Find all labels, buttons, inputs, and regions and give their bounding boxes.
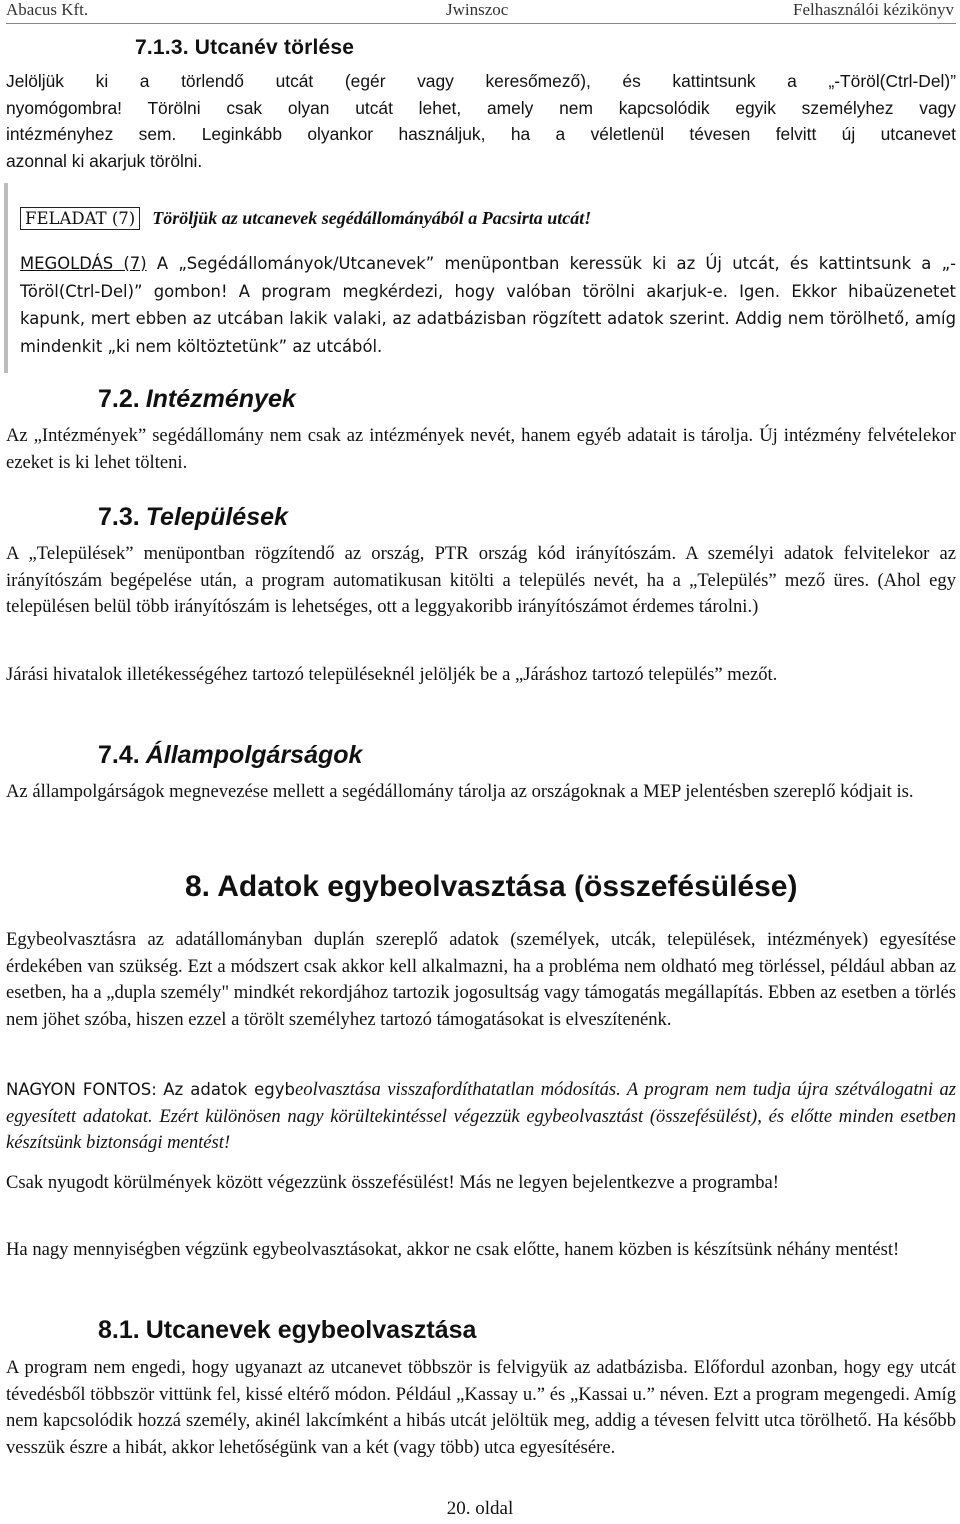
heading-number: 7.4. — [98, 741, 140, 769]
heading-chapter-8: 8. Adatok egybeolvasztása (összefésülése) — [185, 870, 798, 903]
paragraph-text: Az állampolgárságok megnevezése mellett a segédállomány tárolja az országoknak a MEP jelentésben szereplő kódjait is. — [6, 781, 914, 802]
heading-7-1-3: 7.1.3. Utcanév törlése — [135, 36, 355, 59]
paragraph-utcanev-torlese — [6, 68, 956, 174]
heading-title: Állampolgárságok — [145, 741, 363, 769]
heading-title: Intézmények — [145, 385, 296, 413]
paragraph-intezmenyek — [6, 423, 956, 476]
paragraph-text: Járási hivatalok illetékességéhez tartozó településeknél jelöljék be a „Járáshoz tartozó település” mezőt. — [6, 664, 778, 685]
paragraph-telepulesek-1 — [6, 541, 956, 621]
paragraph-text: A „Települések” menüpontban rögzítendő az ország, PTR ország kód irányítószám. A személyi adatok felvitelekor az irányítószám begépelése után, a program automatikusan kitölti a település nevét, ha a „Település” mező üres. (Ahol egy településen belül több irányítószám is lehetséges, ott a leggyakoribb irányítószámot érdemes tárolni.) — [6, 543, 956, 618]
important-plain-text: Az adatok egyb — [163, 1080, 296, 1099]
text-line: Jelöljük ki a törlendő utcát (egér vagy keresőmező), és kattintsunk a „-Töröl(Ctrl-Del)” — [6, 71, 956, 91]
important-label: NAGYON FONTOS: — [6, 1080, 157, 1099]
solution-label: MEGOLDÁS (7) — [20, 254, 147, 273]
text-line: azonnal ki akarjuk törölni. — [6, 150, 203, 171]
paragraph-egybeolvasztas-intro — [6, 927, 956, 1033]
heading-number: 7.3. — [98, 503, 140, 531]
paragraph-text: Ha nagy mennyiségben végzünk egybeolvasztásokat, akkor ne csak előtte, hanem közben is készítsünk néhány mentést! — [6, 1239, 900, 1260]
task-box — [20, 208, 591, 229]
running-header — [0, 0, 960, 22]
paragraph-mentes — [6, 1237, 956, 1264]
task-text: Töröljük az utcanevek segédállományából a Pacsirta utcát! — [152, 208, 592, 228]
heading-number: 7.2. — [98, 385, 140, 413]
text-line: intézményhez sem. Leginkább olyankor használjuk, ha a véletlenül tévesen felvitt új utcanevet — [6, 124, 956, 145]
solution-paragraph — [20, 250, 956, 360]
task-label: FELADAT (7) — [20, 207, 140, 230]
header-product: Jwinszoc — [446, 0, 509, 19]
heading-7-2 — [98, 385, 296, 414]
important-italic-text: eolvasztása visszafordíthatatlan módosítás. A program nem tudja újra szétválogatni az egyesített adatokat. Ezért különösen nagy körültekintéssel végezzük egybeolvasztást (összefésülést), és előtte minden esetben készítsünk biztonsági mentést! — [6, 1079, 956, 1154]
text-line: nyomógombra! Törölni csak olyan utcát lehet, amely nem kapcsolódik egyik személyhez vagy — [6, 97, 956, 118]
header-divider — [6, 23, 956, 24]
heading-7-3 — [98, 503, 288, 532]
heading-title: Települések — [145, 503, 288, 531]
heading-7-4 — [98, 741, 362, 770]
paragraph-nyugodt — [6, 1170, 956, 1197]
paragraph-text: Egybeolvasztásra az adatállományban duplán szereplő adatok (személyek, utcák, települések, intézmények) egyesítése érdekében van szükség. Ezt a módszert csak akkor kell alkalmazni, ha a probléma nem oldható meg törléssel, például abban az esetben, ha a „dupla személy" mindkét rekordjához tartozik jogosultság vagy támogatás megállapítás. Ebben az esetben a törlés nem jöhet szóba, hiszen ezzel a törölt személyhez tartozó támogatásokat is elveszítenénk. — [6, 929, 956, 1030]
paragraph-text: Csak nyugodt körülmények között végezzünk összefésülést! Más ne legyen bejelentkezve a programba! — [6, 1172, 779, 1193]
paragraph-utcanevek-egybeolvasztasa — [6, 1355, 956, 1461]
solution-text: A „Segédállományok/Utcanevek” menüpontban keressük ki az Új utcát, és kattintsunk a „-Töröl(Ctrl-Del)” gombon! A program megkérdezi, hogy valóban törölni akarjuk-e. Igen. Ekkor hibaüzenetet kapunk, mert ebben az utcában lakik valaki, az adatbázisban rögzített adatok szerint. Addig nem törölhető, amíg mindenkit „ki nem költöztetünk” az utcából. — [20, 254, 956, 356]
task-side-bar — [4, 183, 8, 373]
paragraph-text: A program nem engedi, hogy ugyanazt az utcanevet többször is felvigyük az adatbázisba. Előfordul azonban, hogy egy utcát tévedésből többször vittünk fel, kissé eltérő módon. Például „Kassay u.” és „Kassai u.” néven. Ezt a program megengedi. Amíg nem kapcsolódik hozzá személy, akinél lakcímként a hibás utcát jelöltük meg, addig a tévesen felvitt utca törölhető. Ha később vesszük észre a hibát, akkor lehetőségünk van a két (vagy több) utca egyesítésére. — [6, 1357, 956, 1458]
heading-title: Utcanevek egybeolvasztása — [145, 1316, 477, 1344]
heading-number: 8.1. — [98, 1316, 140, 1344]
important-notice — [6, 1077, 956, 1157]
paragraph-text: Az „Intézmények” segédállomány nem csak az intézmények nevét, hanem egyéb adatait is tárolja. Új intézmény felvételekor ezeket is ki lehet tölteni. — [6, 425, 956, 473]
paragraph-allampolgarsagok — [6, 779, 956, 806]
paragraph-telepulesek-2 — [6, 662, 956, 689]
page-number: 20. oldal — [446, 1498, 514, 1519]
header-company: Abacus Kft. — [6, 0, 89, 19]
heading-8-1 — [98, 1316, 476, 1345]
header-manual-title: Felhasználói kézikönyv — [793, 0, 954, 19]
